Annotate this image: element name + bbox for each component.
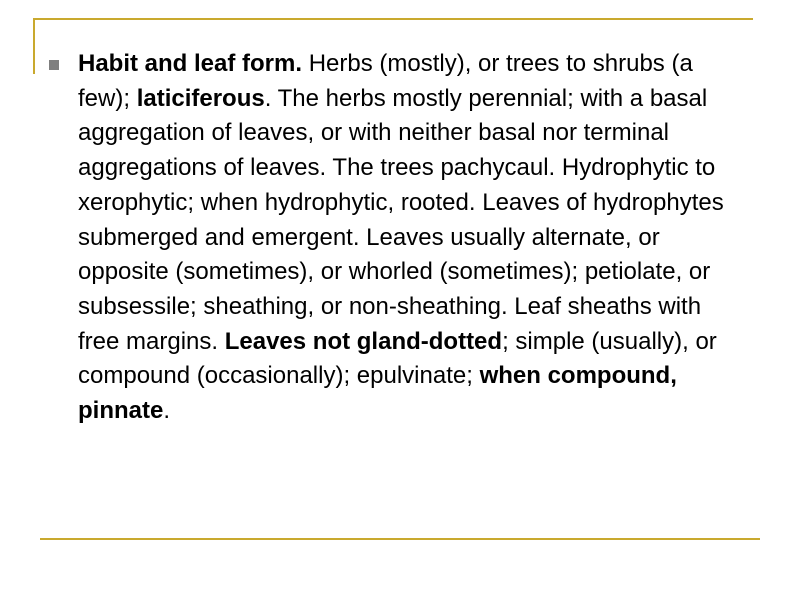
text-segment: Herbs (mostly), or trees to shrubs (a few); xyxy=(78,50,693,112)
laticiferous-bold: laticiferous xyxy=(136,84,265,112)
top-vertical-rule xyxy=(33,18,35,74)
text-segment: . The herbs mostly perennial; with a basal aggregation of leaves, or with neither basal nor terminal aggregations of leaves. The trees pachycaul. Hydrophytic to xerophytic; when hydrophytic, rooted. Leaves of hydrophytes submerged and emergent. Leaves usually alternate, or opposite (sometimes), or whorled (sometimes); petiolate, or subsessile; sheathing, or non-sheathing. Leaf sheaths with free margins. xyxy=(78,84,724,355)
text-segment: ; simple (usually), or compound (occasionally); epulvinate; xyxy=(78,327,717,390)
heading-bold: Habit and leaf form. xyxy=(78,50,303,77)
bottom-horizontal-rule xyxy=(40,538,760,540)
text-segment: . xyxy=(163,397,171,425)
square-bullet-icon xyxy=(49,60,59,70)
top-horizontal-rule xyxy=(33,18,753,20)
leaves-not-gland-dotted-bold: Leaves not gland-dotted xyxy=(224,327,503,355)
body-paragraph xyxy=(78,47,743,429)
compound-pinnate-bold: when compound, pinnate xyxy=(78,362,677,425)
